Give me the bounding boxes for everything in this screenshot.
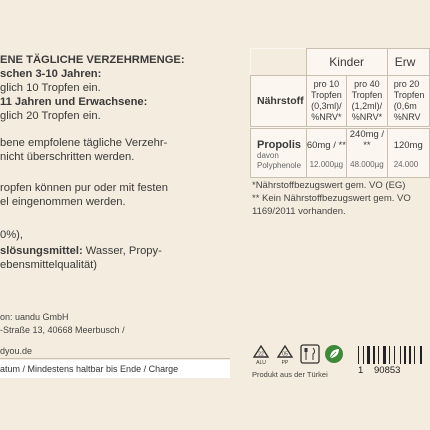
nutrient-column-header: Nährstoff: [251, 76, 307, 128]
children-dosage-text: glich 10 Tropfen ein.: [0, 82, 101, 94]
col3-line1: pro 20: [393, 79, 420, 89]
solvent-label: slösungsmittel:: [0, 245, 83, 257]
barcode-bar: [394, 346, 395, 364]
poly-label-line1: davon: [257, 151, 279, 160]
footnote-line-3: 1169/2011 vorhanden.: [252, 206, 346, 217]
barcode-bar: [378, 346, 379, 364]
batch-info-text: atum / Mindestens haltbar bis Ende / Charge: [0, 364, 179, 374]
footnote-line-2: ** Kein Nährstoffbezugswert gem. VO: [252, 193, 411, 204]
dosage-title: ENE TÄGLICHE VERZEHRMENGE:: [0, 54, 185, 66]
website-link: dyou.de: [0, 346, 33, 356]
col2-line3: (1,2ml)/: [351, 101, 383, 111]
column-header-adults-20: [387, 76, 429, 128]
propolis-value-adults: 120mg: [387, 128, 429, 152]
propolis-value-children-10: 60mg / **: [306, 128, 347, 152]
col2-line2: Tropfen: [351, 90, 383, 100]
ingredients-line-1: 0%),: [0, 229, 24, 241]
warning-line-2: nicht überschritten werden.: [0, 151, 135, 163]
barcode-bar: [409, 346, 411, 364]
barcode-bar: [383, 346, 386, 364]
ingredients-line-2: [0, 244, 162, 258]
made-in-text: Produkt aus der Türkei: [252, 370, 328, 379]
adults-dosage-title: 11 Jahren und Erwachsene:: [0, 96, 148, 108]
food-safe-icon: [300, 344, 320, 364]
col1-line1: pro 10: [313, 79, 340, 89]
row-label-polyphenols: [251, 151, 307, 178]
group-header-adults: Erw: [387, 49, 429, 76]
barcode-prefix: 1: [358, 365, 364, 376]
barcode-bar: [373, 346, 375, 364]
solvent-value: Wasser, Propy-: [82, 245, 162, 257]
manufacturer-name: on: uandu GmbH: [0, 312, 69, 322]
row-label-propolis: Propolis: [251, 128, 307, 152]
adults-dosage-text: glich 20 Tropfen ein.: [0, 110, 101, 122]
recycle-pp-icon: [276, 344, 294, 366]
col3-line3: (0,6m: [393, 101, 417, 111]
usage-line-2: el eingenommen werden.: [0, 196, 126, 208]
col2-line4: %NRV*: [351, 112, 383, 122]
poly-label-line2: Polyphenole: [257, 161, 302, 170]
divider-line: [0, 358, 230, 359]
barcode-image: [356, 346, 430, 364]
barcode-bar: [404, 346, 406, 364]
barcode-bar: [389, 346, 390, 364]
col3-line2: Tropfen: [393, 90, 425, 100]
poly-value-children-10: 12.000µg: [306, 151, 347, 178]
recycle-text-1: ALU: [256, 360, 266, 366]
propolis-value-children-40: 240mg / **: [347, 128, 388, 152]
barcode-bar: [358, 346, 359, 364]
col1-line3: (0,3ml)/: [311, 101, 342, 111]
barcode-bar: [400, 346, 401, 364]
poly-value-children-40: 48.000µg: [347, 151, 388, 178]
group-header-children: Kinder: [306, 49, 387, 76]
barcode-number: 90853: [374, 365, 401, 376]
col1-line4: %NRV*: [311, 112, 342, 122]
warning-line-1: bene empfolene tägliche Verzehr-: [0, 137, 168, 149]
children-dosage-title: schen 3-10 Jahren:: [0, 68, 102, 80]
poly-value-adults: 24.000: [387, 151, 429, 178]
column-header-children-40: [347, 76, 388, 128]
barcode-bar: [420, 346, 422, 364]
ingredients-line-3: ebensmittelqualität): [0, 259, 98, 271]
empty-corner-cell: [251, 49, 307, 76]
vegan-leaf-icon: [324, 344, 344, 364]
table-row: [251, 151, 430, 178]
recycle-text-2: PP: [281, 360, 289, 366]
batch-info-bar: [0, 360, 230, 378]
table-row: [251, 128, 430, 152]
barcode-bar: [414, 346, 415, 364]
manufacturer-address: -Straße 13, 40668 Meerbusch /: [0, 325, 125, 335]
column-header-children-10: [306, 76, 347, 128]
barcode-bar: [367, 346, 370, 364]
barcode-bar: [363, 346, 364, 364]
recycle-code-1: 22: [258, 351, 264, 358]
col3-line4: %NRV: [393, 112, 421, 122]
nutrition-table: [250, 48, 430, 178]
usage-line-1: ropfen können pur oder mit festen: [0, 182, 168, 194]
recycle-code-2: 05: [282, 351, 288, 358]
nutrition-table-wrapper: [250, 48, 430, 248]
col1-line2: Tropfen: [311, 90, 342, 100]
col2-line1: pro 40: [354, 79, 380, 89]
recycle-alu-icon: [252, 344, 270, 366]
footnote-line-1: *Nährstoffbezugswert gem. VO (EG): [252, 180, 406, 191]
